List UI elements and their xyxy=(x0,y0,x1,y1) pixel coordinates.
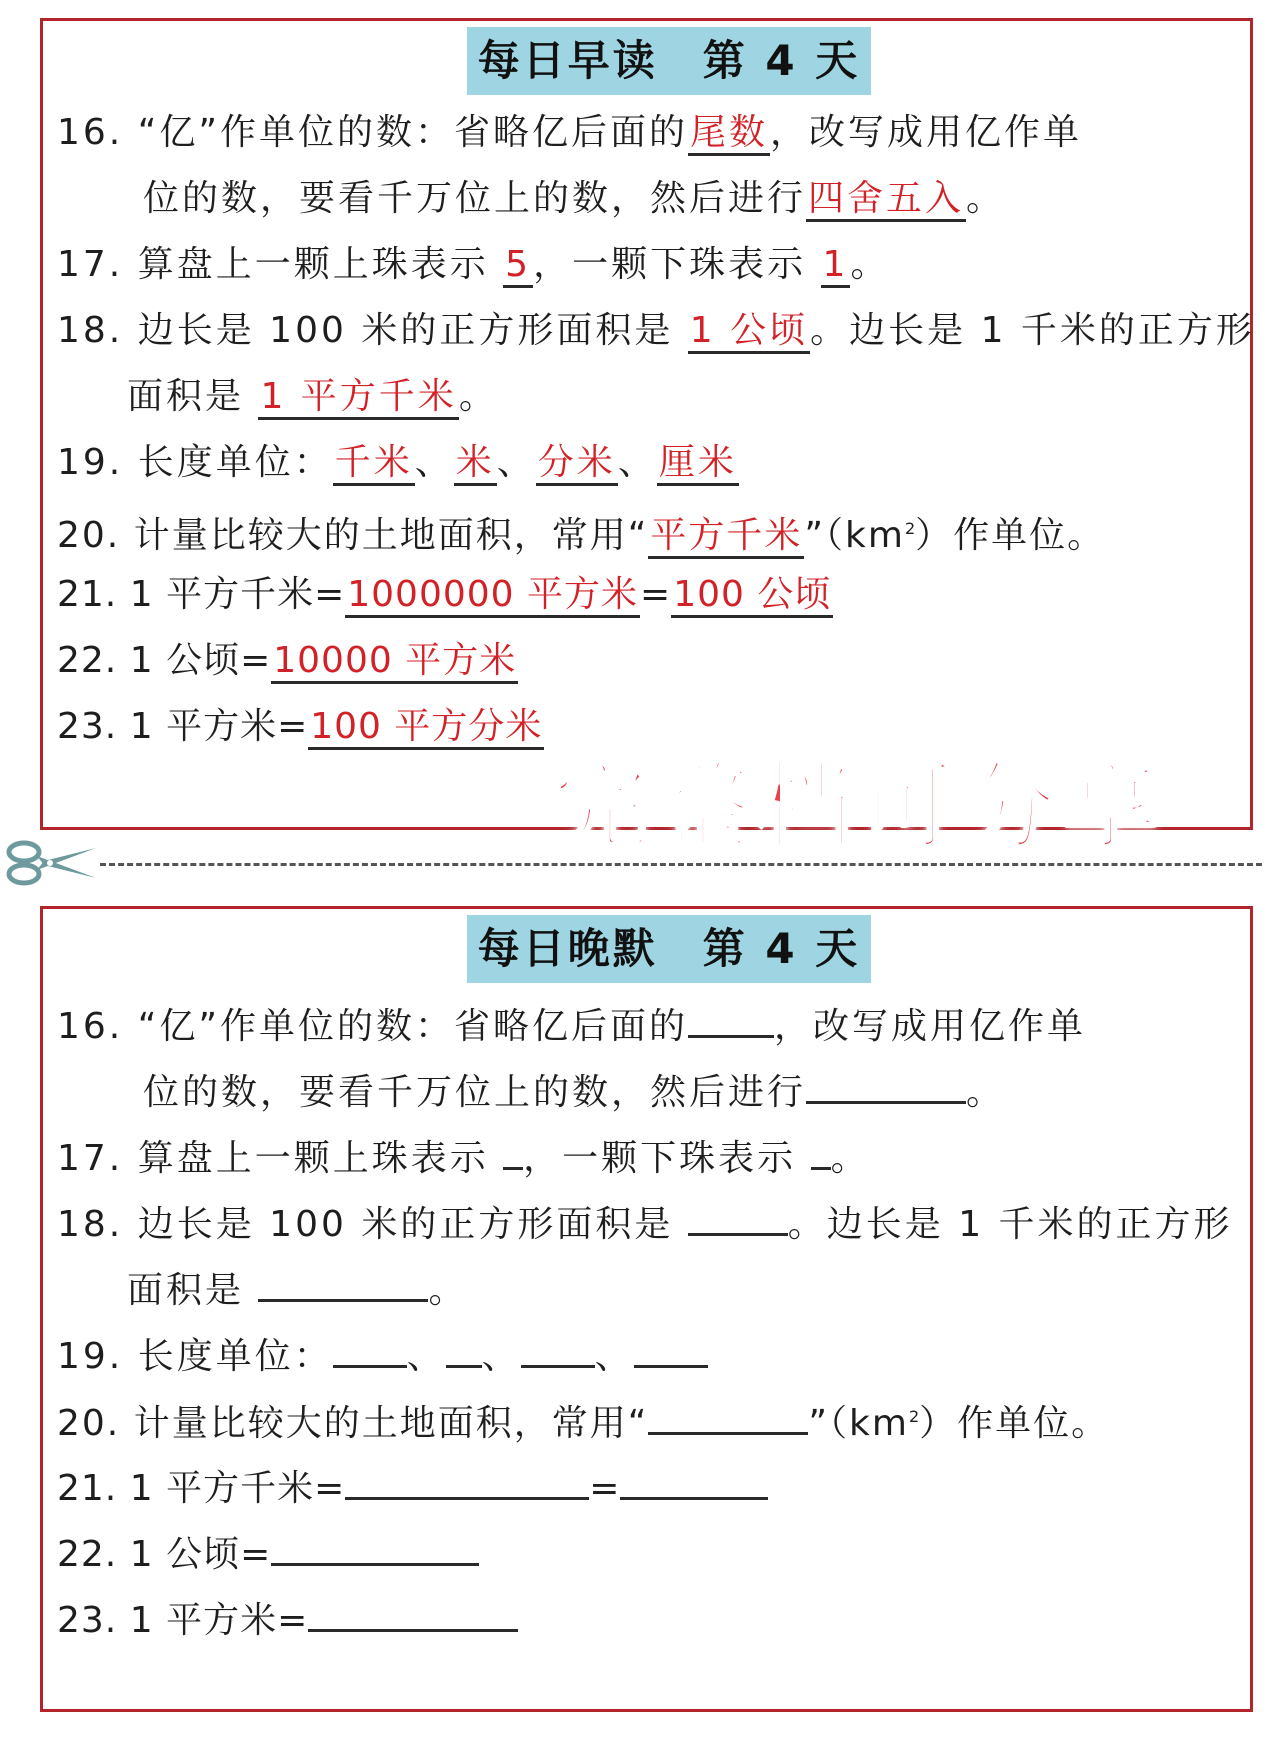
scissors-icon xyxy=(4,838,100,888)
blank xyxy=(271,1525,479,1566)
answer: 100 平方分米 xyxy=(308,706,544,750)
answer: 米 xyxy=(454,442,497,486)
morning-q16-line1: 16. “亿”作单位的数：省略亿后面的尾数，改写成用亿作单 xyxy=(57,109,1082,157)
answer: 四舍五入 xyxy=(806,178,966,222)
blank xyxy=(521,1327,595,1368)
answer: 1000000 平方米 xyxy=(345,574,640,618)
evening-q22: 22. 1 公顷= xyxy=(57,1525,479,1579)
blank xyxy=(308,1591,518,1632)
blank xyxy=(648,1394,808,1435)
answer: 厘米 xyxy=(657,442,739,486)
blank xyxy=(806,1063,966,1104)
answer: 1 xyxy=(821,244,851,288)
blank xyxy=(688,997,774,1038)
answer: 1 公顷 xyxy=(688,310,810,354)
blank xyxy=(345,1459,589,1500)
answer: 平方千米 xyxy=(648,515,804,559)
evening-q16-line1: 16. “亿”作单位的数：省略亿后面的 ，改写成用亿作单 xyxy=(57,997,1086,1051)
morning-q16-line2: 位的数，要看千万位上的数，然后进行四舍五入。 xyxy=(143,175,1005,223)
blank xyxy=(811,1129,831,1170)
morning-q21: 21. 1 平方千米=1000000 平方米=100 公顷 xyxy=(57,571,833,619)
answer: 100 公顷 xyxy=(671,574,833,618)
answer: 尾数 xyxy=(688,112,770,156)
morning-q20: 20. 计量比较大的土地面积，常用“平方千米$”(km^2)$作单位。 xyxy=(57,505,1105,560)
blank xyxy=(688,1195,788,1236)
answer: 10000 平方米 xyxy=(271,640,518,684)
morning-q23: 23. 1 平方米=100 平方分米 xyxy=(57,703,544,751)
morning-q22: 22. 1 公顷=10000 平方米 xyxy=(57,637,518,685)
answer: 5 xyxy=(503,244,533,288)
evening-q18-line1: 18. 边长是 100 米的正方形面积是 。边长是 1 千米的正方形 xyxy=(57,1195,1233,1249)
evening-q21: 21. 1 平方千米= = xyxy=(57,1459,768,1513)
evening-q16-line2: 位的数，要看千万位上的数，然后进行 。 xyxy=(143,1063,1005,1117)
evening-q19: 19. 长度单位： 、 、 、 xyxy=(57,1327,708,1381)
evening-q23: 23. 1 平方米= xyxy=(57,1591,518,1645)
morning-q19: 19. 长度单位：千米、米、分米、厘米 xyxy=(57,439,739,487)
morning-q18-line2: 面积是 1 平方千米。 xyxy=(127,373,498,421)
evening-title: 每日晚默 第 4 天 xyxy=(467,915,871,983)
morning-q18-line1: 18. 边长是 100 米的正方形面积是 1 公顷。边长是 1 千米的正方形 xyxy=(57,307,1255,355)
evening-q17: 17. 算盘上一颗上珠表示 ，一颗下珠表示 。 xyxy=(57,1129,870,1183)
morning-q17: 17. 算盘上一颗上珠表示 5，一颗下珠表示 1。 xyxy=(57,241,889,289)
blank xyxy=(258,1261,428,1302)
evening-dictation-panel xyxy=(40,906,1253,1712)
answer: 1 平方千米 xyxy=(258,376,458,420)
dashed-cut-line xyxy=(100,863,1262,866)
blank xyxy=(620,1459,768,1500)
share-watermark: 完整档可分享 xyxy=(553,751,1165,863)
answer: 分米 xyxy=(536,442,618,486)
evening-q18-line2: 面积是 。 xyxy=(127,1261,467,1315)
blank xyxy=(503,1129,523,1170)
blank xyxy=(446,1327,482,1368)
answer: 千米 xyxy=(333,442,415,486)
evening-q20: 20. 计量比较大的土地面积，常用“ $”(km^2)$作单位。 xyxy=(57,1393,1109,1448)
blank xyxy=(333,1327,407,1368)
blank xyxy=(634,1327,708,1368)
morning-title: 每日早读 第 4 天 xyxy=(467,27,871,95)
morning-reading-panel xyxy=(40,18,1253,830)
